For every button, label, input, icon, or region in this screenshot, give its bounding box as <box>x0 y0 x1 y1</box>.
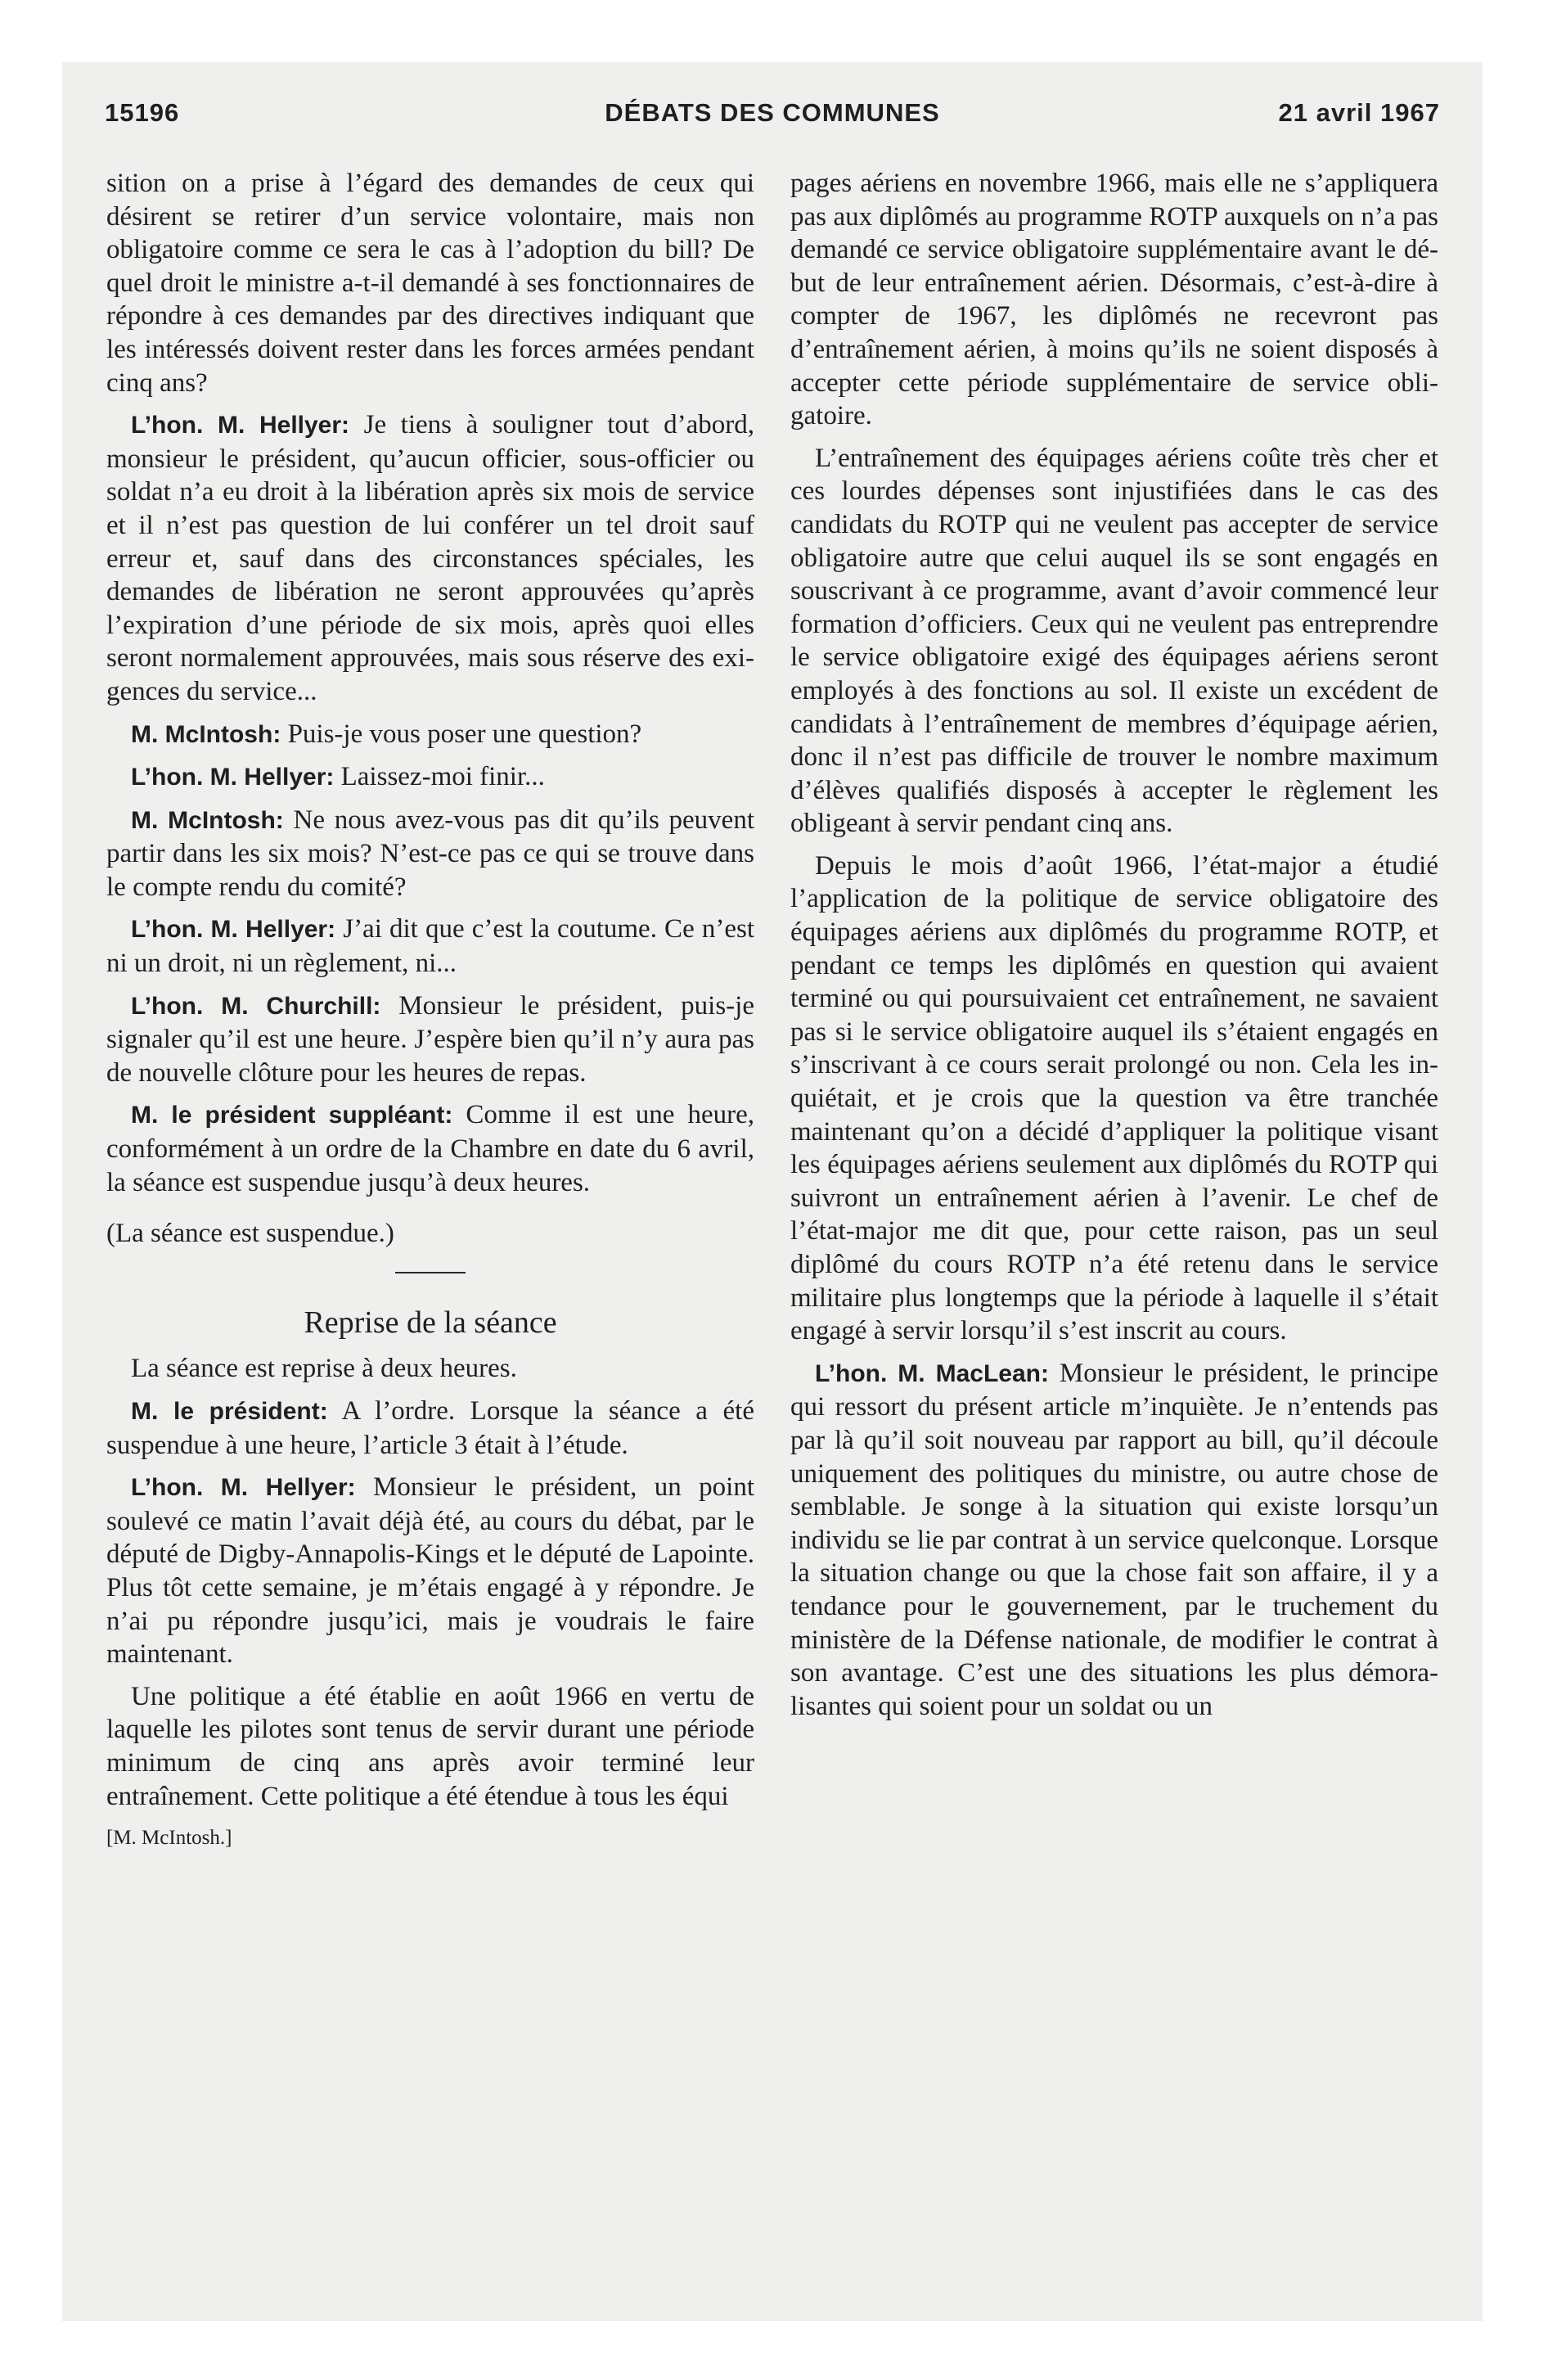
paragraph: Depuis le mois d’août 1966, l’état-major a étudié l’application de la politique de service obligatoire des équipages aériens aux diplômés du programme ROTP, et pendant ce temps les diplômés en question qui avaient terminé ou qui poursuivaient cet entraînement, ne savaient pas si le service obligatoire auquel ils s’étaient engagés en s’inscrivant à ce cours serait prolongé ou non. Cela les inquiétait, et je crois que la question va être tranchée maintenant qu’on a décidé d’appliquer la politique visant les équipages aériens seulement aux diplômés du ROTP qui suivront un entraînement aérien à l’avenir. Le chef de l’état-major me dit que, pour cette raison, pas un seul diplômé du cours ROTP n’a été retenu dans le service militaire plus longtemps que la période à laquelle il s’était engagé à servir lorsqu’il s’est inscrit au cours. <box>790 850 1438 1346</box>
speaker-name: M. McIntosh: <box>131 806 284 834</box>
paragraph <box>106 718 754 752</box>
paragraph <box>106 1471 754 1671</box>
paragraph: Une politique a été établie en août 1966 en vertu de laquelle les pilotes sont tenus de servir durant une période minimum de cinq ans après avoir terminé leur entraînement. Cette politique a été étendue à tous les équi <box>106 1681 754 1811</box>
speaker-name: L’hon. M. MacLean: <box>815 1359 1049 1387</box>
speaker-name: M. McIntosh: <box>131 720 281 748</box>
speaker-name: L’hon. M. Hellyer: <box>131 764 335 791</box>
section-heading: Reprise de la séance <box>304 1305 557 1340</box>
speech-text: J’ai dit que c’est la coutume. Ce n’est ni un droit, ni un règlement, ni... <box>106 914 754 979</box>
speech-text: Monsieur le président, puis-je signaler qu’il est une heure. J’espère bien qu’il n’y aura pas de nouvelle clôture pour les heures de repas. <box>106 990 754 1088</box>
page-header <box>105 98 1440 139</box>
paragraph: L’entraînement des équipages aériens coûte très cher et ces lourdes dépenses sont injustifiées dans le cas des candidats du ROTP qui ne veulent pas accepter de service obligatoire autre que celui auquel ils se sont engagés en souscrivant à ce programme, avant d’avoir commencé leur formation d’officiers. Ceux qui ne veulent pas entreprendre le service obligatoire exigé des équipages aériens seront employés à des fonctions au sol. Il existe un excédent de candidats à l’entraînement de membres d’équipage aérien, donc il n’est pas difficile de trouver le nombre maximum d’élèves qualifiés disposés à accepter le règlement les obligeant à servir pendant cinq ans. <box>790 443 1438 839</box>
speech-text: Monsieur le président, un point soulevé ce matin l’avait déjà été, au cours du débat, par le député de Digby-Annapolis-Kings et le député de Lapointe. Plus tôt cette semaine, je m’étais engagé à y répondre. Je n’ai pu répondre jusqu’ici, mais je voudrais le faire maintenant. <box>106 1472 754 1670</box>
right-column <box>790 167 1438 1732</box>
paragraph <box>106 989 754 1090</box>
speaker-name: L’hon. M. Churchill: <box>131 992 381 1020</box>
speech-text: Ne nous avez-vous pas dit qu’ils peuvent partir dans les six mois? N’est-ce pas ce qui se trouve dans le compte rendu du comité? <box>106 805 754 902</box>
publication-title: DÉBATS DES COMMUNES <box>605 98 940 127</box>
paragraph <box>106 408 754 708</box>
speech-text: Laissez-moi finir... <box>334 762 545 792</box>
procedural-note: La séance est reprise à deux heures. <box>131 1354 517 1384</box>
page-date: 21 avril 1967 <box>1278 98 1440 127</box>
paragraph <box>790 1357 1438 1724</box>
speech-text: Je tiens à souligner tout d’abord, monsieur le président, qu’aucun officier, sous-officier ou soldat n’a eu droit à la libération après six mois de service et il n’est pas question de lui conférer un tel droit sauf erreur et, sauf dans des circonstances spéciales, les demandes de libération ne seront approuvées qu’après l’expiration d’une période de six mois, après quoi elles seront normalement approuvées, mais sous réserve des exigences du service... <box>106 410 754 706</box>
speech-text: A l’ordre. Lorsque la séance a été suspendue à une heure, l’article 3 était à l’étude. <box>106 1396 754 1460</box>
speech-text: Comme il est une heure, conformément à un ordre de la Chambre en date du 6 avril, la séance est suspendue jusqu’à deux heures. <box>106 1100 754 1197</box>
paragraph <box>106 1098 754 1199</box>
speech-text: Monsieur le président, le principe qui ressort du présent article m’inquiète. Je n’entends pas par là qu’il soit nouveau par rapport au bill, qu’il découle uniquement des politiques du ministre, ou autre chose de semblable. Je songe à la situation qui existe lorsqu’un individu se lie par contrat à un service quelconque. Lorsque la situation change ou que la chose fait son affaire, il y a tendance pour le gouvernement, par le truchement du ministère de la Défense nationale, de modifier le contrat à son avantage. C’est une des situations les plus démoralisantes qui soient pour un soldat ou un <box>790 1358 1438 1721</box>
left-column <box>106 167 754 1864</box>
paragraph <box>106 1395 754 1462</box>
paragraph: sition on a prise à l’égard des demandes de ceux qui désirent se retirer d’un service volontaire, mais non obligatoire comme ce sera le cas à l’adoption du bill? De quel droit le ministre a-t-il demandé à ses fonctionnaires de répondre à ces demandes par des directives indiquant que les intéressés doivent rester dans les forces armées pendant cinq ans? <box>106 169 754 398</box>
speaker-name: M. le président: <box>131 1398 328 1425</box>
paragraph <box>106 913 754 980</box>
speaker-name: M. le président suppléant: <box>131 1102 453 1129</box>
page-number: 15196 <box>105 98 180 127</box>
paragraph <box>106 804 754 904</box>
section-divider <box>395 1272 466 1273</box>
paragraph: pages aériens en novembre 1966, mais elle ne s’appliquera pas aux diplômés au programme ROTP auxquels on n’a pas demandé ce service obligatoire supplémentaire avant le début de leur entraînement aérien. Désormais, c’est-à-dire à compter de 1967, les diplômés ne recevront pas d’entraînement aérien, à moins qu’ils ne soient disposés à accepter cette période supplémentaire de service obligatoire. <box>790 169 1438 431</box>
document-page <box>62 62 1483 2321</box>
speech-text: Puis-je vous poser une question? <box>281 719 642 749</box>
speaker-name: L’hon. M. Hellyer: <box>131 1474 356 1502</box>
speaker-name: L’hon. M. Hellyer: <box>131 412 350 439</box>
procedural-note: (La séance est suspendue.) <box>106 1219 394 1249</box>
speaker-footnote: [M. McIntosh.] <box>106 1827 232 1850</box>
speaker-name: L’hon. M. Hellyer: <box>131 916 336 944</box>
paragraph <box>106 760 754 795</box>
